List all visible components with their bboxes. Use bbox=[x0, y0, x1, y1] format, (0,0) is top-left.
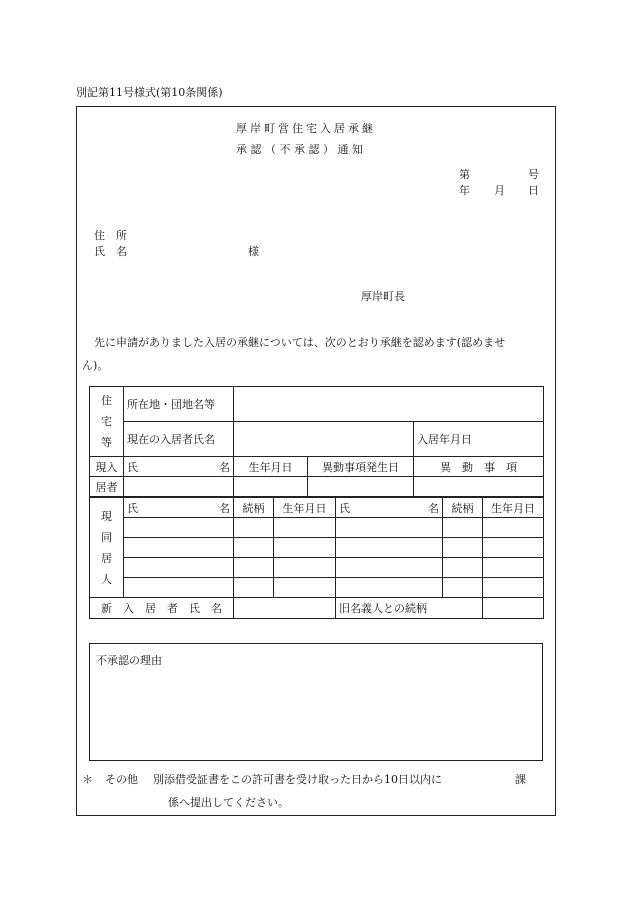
cohabitants-table bbox=[89, 497, 544, 619]
cohab-cell[interactable] bbox=[274, 518, 336, 538]
address-label: 住 所 bbox=[94, 229, 127, 242]
other-label: その他 bbox=[105, 773, 138, 786]
cohab-birth-header-left: 生年月日 bbox=[274, 498, 336, 518]
cohab-cell[interactable] bbox=[443, 578, 483, 598]
cohab-name-header-left: 氏 名 bbox=[124, 498, 234, 518]
cohab-cell[interactable] bbox=[336, 558, 443, 578]
honorific: 様 bbox=[248, 245, 259, 258]
cohab-name-header-right: 氏 名 bbox=[336, 498, 443, 518]
name-label: 氏 名 bbox=[94, 245, 127, 258]
relation-to-former-value[interactable] bbox=[483, 598, 544, 619]
housing-table bbox=[89, 386, 544, 497]
cohab-cell[interactable] bbox=[336, 538, 443, 558]
cohab-relation-header-right: 続柄 bbox=[443, 498, 483, 518]
current-tenant-header-1: 現入 bbox=[90, 457, 124, 477]
location-label: 所在地・団地名等 bbox=[124, 387, 234, 422]
name-header: 氏 名 bbox=[124, 457, 234, 477]
cohab-cell[interactable] bbox=[336, 518, 443, 538]
change-items-header: 異 動 事 項 bbox=[414, 457, 544, 477]
doc-number-suffix: 号 bbox=[528, 168, 539, 181]
cohab-cell[interactable] bbox=[483, 578, 544, 598]
cohab-relation-header-left: 続柄 bbox=[234, 498, 274, 518]
cohab-cell[interactable] bbox=[234, 538, 274, 558]
change-date-value[interactable] bbox=[308, 477, 414, 497]
doc-number-prefix: 第 bbox=[459, 168, 470, 181]
current-tenant-header-2: 居者 bbox=[90, 477, 124, 497]
cohab-cell[interactable] bbox=[443, 558, 483, 578]
cohab-cell[interactable] bbox=[234, 558, 274, 578]
rejection-reason-label: 不承認の理由 bbox=[96, 654, 162, 667]
title-line-2: 承 認 （ 不 承 認 ） 通 知 bbox=[236, 143, 363, 156]
cohab-cell[interactable] bbox=[124, 558, 234, 578]
cohab-cell[interactable] bbox=[274, 578, 336, 598]
cohab-cell[interactable] bbox=[336, 578, 443, 598]
new-tenant-value[interactable] bbox=[234, 598, 336, 619]
cohab-cell[interactable] bbox=[483, 538, 544, 558]
cohabitants-header: 現 同 居 人 bbox=[90, 498, 124, 598]
current-tenant-label: 現在の入居者氏名 bbox=[124, 422, 234, 457]
cohab-cell[interactable] bbox=[274, 538, 336, 558]
dept-suffix: 課 bbox=[515, 773, 526, 786]
body-text-line-1: 先に申請がありました入居の承継については、次のとおり承継を認めます(認めませ bbox=[94, 336, 506, 349]
birth-date-header: 生年月日 bbox=[234, 457, 308, 477]
cohab-cell[interactable] bbox=[234, 578, 274, 598]
body-text-line-2: ん)。 bbox=[82, 359, 109, 372]
current-tenant-name-value[interactable] bbox=[124, 477, 234, 497]
relation-to-former-label: 旧名義人との続柄 bbox=[336, 598, 483, 619]
new-tenant-label: 新 入 居 者 氏 名 bbox=[90, 598, 234, 619]
form-label: 別記第11号様式(第10条関係) bbox=[76, 86, 223, 99]
other-text-line-1: 別添借受証書をこの許可書を受け取った日から10日以内に bbox=[153, 773, 442, 786]
current-tenant-birth-value[interactable] bbox=[234, 477, 308, 497]
cohab-cell[interactable] bbox=[124, 578, 234, 598]
location-value[interactable] bbox=[234, 387, 544, 422]
other-text-line-2: 係へ提出してください。 bbox=[168, 796, 289, 809]
cohab-cell[interactable] bbox=[483, 518, 544, 538]
move-in-date-label: 入居年月日 bbox=[414, 422, 544, 457]
cohab-cell[interactable] bbox=[274, 558, 336, 578]
change-items-value[interactable] bbox=[414, 477, 544, 497]
date-month: 月 bbox=[494, 184, 505, 197]
rejection-reason-box[interactable] bbox=[89, 643, 543, 761]
note-mark: ＊ bbox=[82, 773, 93, 786]
change-date-header: 異動事項発生日 bbox=[308, 457, 414, 477]
cohab-cell[interactable] bbox=[124, 518, 234, 538]
current-tenant-value[interactable] bbox=[234, 422, 414, 457]
cohab-cell[interactable] bbox=[234, 518, 274, 538]
title-line-1: 厚岸町営住宅入居承継 bbox=[236, 122, 376, 135]
date-day: 日 bbox=[528, 184, 539, 197]
cohab-birth-header-right: 生年月日 bbox=[483, 498, 544, 518]
date-year: 年 bbox=[459, 184, 470, 197]
housing-header: 住 宅 等 bbox=[90, 387, 124, 457]
issuer: 厚岸町長 bbox=[361, 290, 405, 303]
cohab-cell[interactable] bbox=[443, 518, 483, 538]
cohab-cell[interactable] bbox=[124, 538, 234, 558]
cohab-cell[interactable] bbox=[483, 558, 544, 578]
cohab-cell[interactable] bbox=[443, 538, 483, 558]
